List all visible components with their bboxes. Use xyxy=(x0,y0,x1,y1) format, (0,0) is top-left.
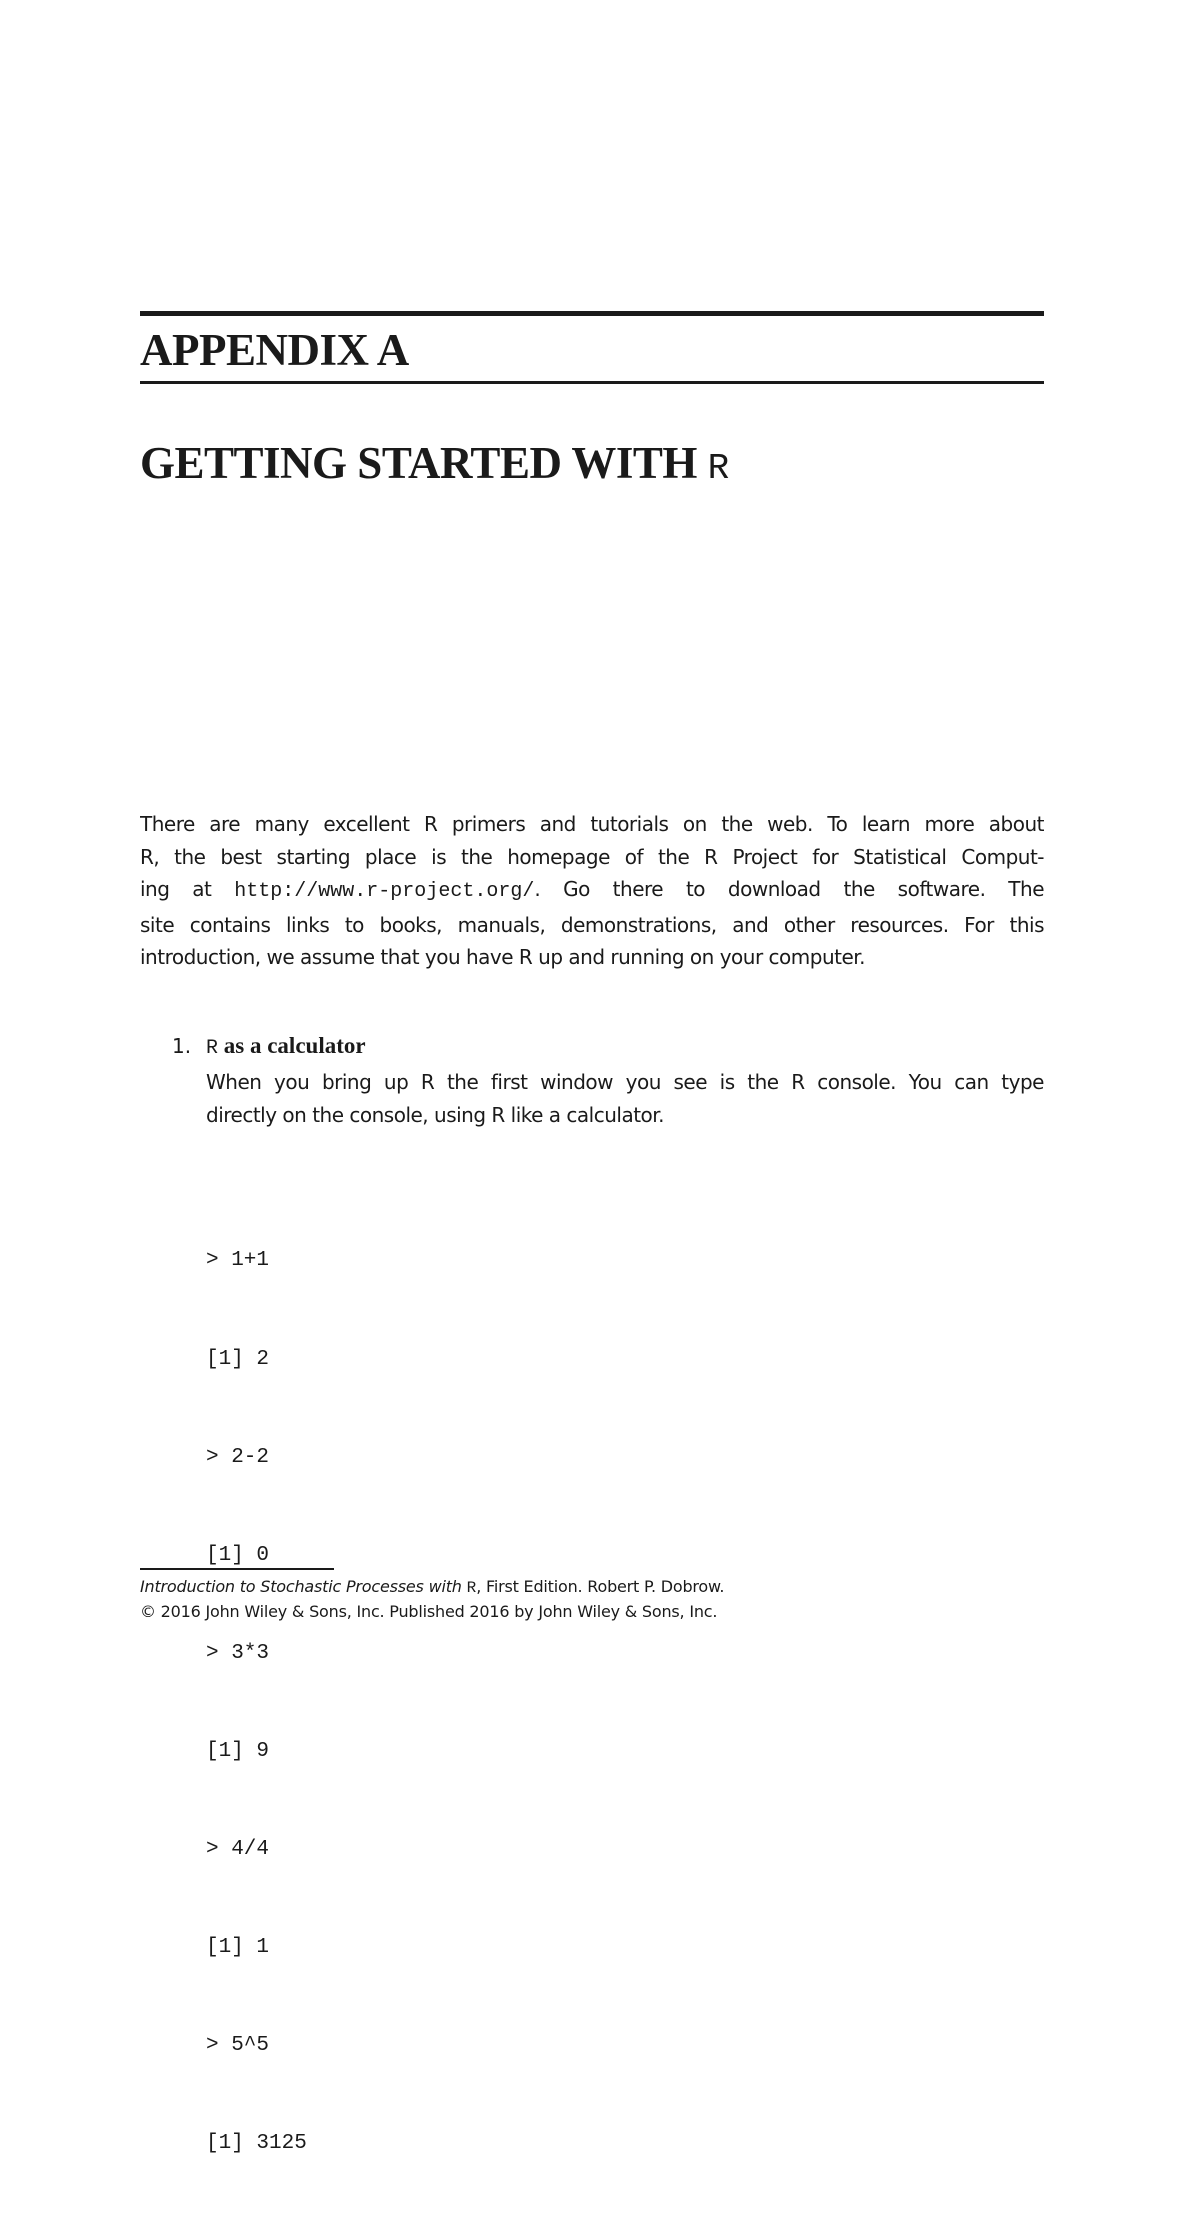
book-title: Introduction to Stochastic Processes with xyxy=(140,1577,467,1596)
console-line: > 1+1 xyxy=(206,1249,270,1273)
r-project-url: http://www.r-project.org/ xyxy=(234,880,535,903)
chapter-title-r-code: R xyxy=(707,448,729,489)
console-line: [1] 3125 xyxy=(206,2132,307,2156)
intro-line-4: site contains links to books, manuals, demonstrations, and other resources. For this xyxy=(140,912,1044,937)
list-item-heading xyxy=(206,1030,366,1065)
console-line: > 2-2 xyxy=(206,1445,270,1469)
list-item-description xyxy=(206,1066,1044,1131)
console-line: > 5^5 xyxy=(206,2034,270,2058)
intro-line-3 xyxy=(140,873,1044,909)
intro-line-1: There are many excellent R primers and tutorials on the web. To learn more about xyxy=(140,812,1044,836)
console-line: [1] 0 xyxy=(206,1543,270,1567)
list-item-line-2: directly on the console, using R like a calculator. xyxy=(206,1102,665,1127)
footnote-copyright: © 2016 John Wiley & Sons, Inc. Published 2016 by John Wiley & Sons, Inc. xyxy=(140,1602,718,1621)
footnote xyxy=(140,1575,724,1624)
footnote-rule xyxy=(140,1568,334,1570)
console-line: > 4/4 xyxy=(206,1838,270,1862)
list-item-heading-r-code: R xyxy=(206,1037,219,1060)
console-line: [1] 9 xyxy=(206,1739,270,1763)
console-code-block xyxy=(206,1180,307,2227)
footnote-line-1 xyxy=(140,1575,724,1600)
top-rule xyxy=(140,311,1044,316)
list-item-number: 1. xyxy=(172,1034,192,1058)
appendix-label: APPENDIX A xyxy=(140,325,409,375)
list-item-line-1: When you bring up R the first window you see is the R console. You can type xyxy=(206,1070,1044,1094)
console-line: > 3*3 xyxy=(206,1641,270,1665)
intro-line-5: introduction, we assume that you have R up and running on your computer. xyxy=(140,945,866,969)
book-title-r-code: R xyxy=(466,1579,477,1597)
edition-author: , First Edition. Robert P. Dobrow. xyxy=(476,1577,725,1596)
intro-paragraph xyxy=(140,808,1044,974)
intro-line-3-end: . Go there to download the software. The xyxy=(534,877,1044,901)
intro-line-2: R, the best starting place is the homepage of the R Project for Statistical Comput- xyxy=(140,844,1044,869)
chapter-title-text: GETTING STARTED WITH xyxy=(140,438,708,488)
chapter-title xyxy=(140,433,729,499)
console-line: [1] 1 xyxy=(206,1936,270,1960)
intro-line-3-start: ing at xyxy=(140,877,235,901)
console-line: [1] 2 xyxy=(206,1347,270,1371)
middle-rule xyxy=(140,381,1044,384)
list-item-heading-text: as a calculator xyxy=(218,1033,366,1058)
